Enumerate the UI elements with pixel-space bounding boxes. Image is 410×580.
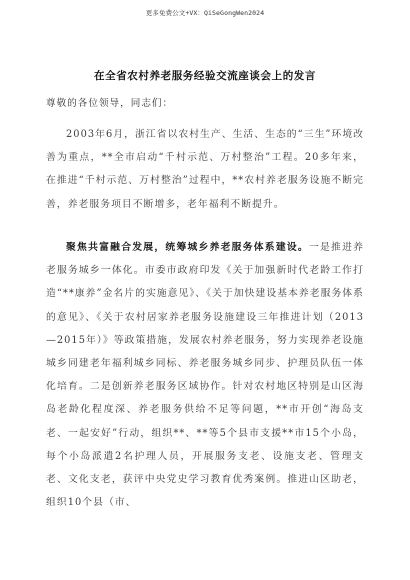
- paragraph-1: [46, 123, 364, 216]
- paragraph-2: [46, 236, 364, 514]
- paragraph-1-text: 2003年6月，浙江省以农村生产、生活、生态的“三生”环境改善为重点，**全市启动“千村示范、万村整治”工程。20多年来，在推进“千村示范、万村整治”过程中，**农村养老服务设施不断完善，养老服务项目不断增多，老年福利不断提升。: [46, 129, 365, 210]
- page-header-watermark: 更多免费公文+VX：QiSeGongWen2024: [145, 9, 265, 17]
- paragraph-2-text: 一是推进养老服务城乡一体化。市委市政府印发《关于加强新时代老龄工作打造“**康养”金名片的实施意见》、《关于加快建设基本养老服务体系的意见》、《关于农村居家养老服务设施建设三年推进计划（2013—2015年）》等政策措施，发展农村养老服务，努力实现养老设施城乡同建老年福利城乡同标、养老服务城乡同步、护理员队伍一体化培育。二是创新养老服务区域协作。针对农村地区特别是山区海岛老龄化程度深、养老服务供给不足等问题，**市开创“海岛支老、一起安好”行动，组织**、**等5个县市支援**市15个小岛，每个小岛派遣2名护理人员，开展服务支老、设施支老、管理支老、文化支老，获评中央党史学习教育优秀案例。推进山区助老，组织10个县（市、: [46, 242, 364, 509]
- salutation: 尊敬的各位领导，同志们：: [46, 98, 174, 109]
- paragraph-2-lead: 聚焦共富融合发展，统筹城乡养老服务体系建设。: [66, 242, 309, 253]
- document-title: 在全省农村养老服务经验交流座谈会上的发言: [94, 70, 316, 82]
